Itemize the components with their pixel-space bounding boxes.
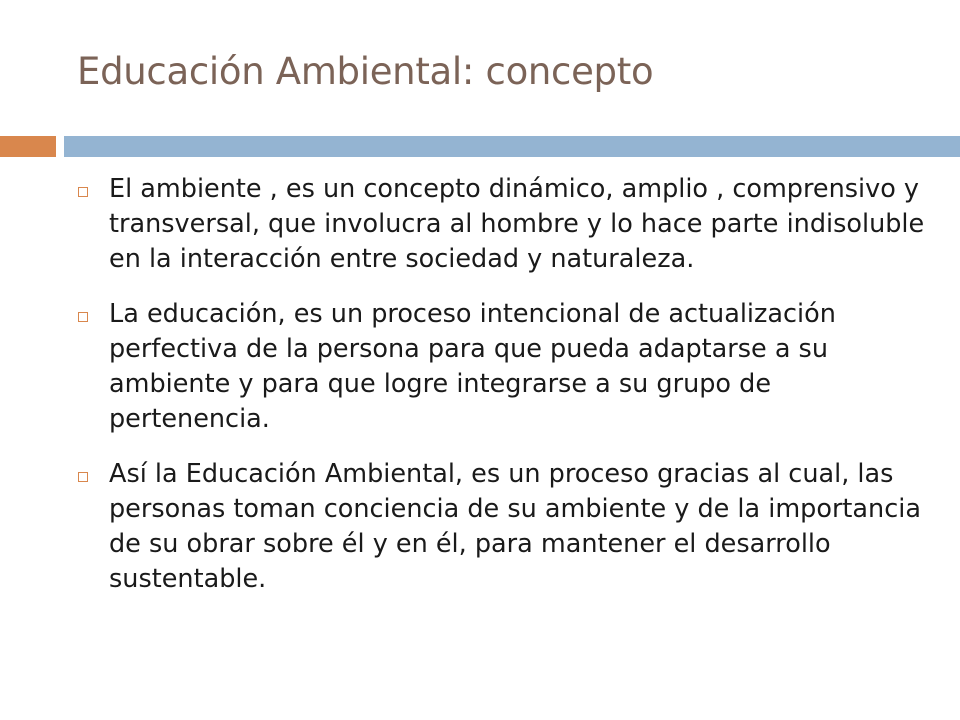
bullet-text: El ambiente , es un concepto dinámico, amplio , comprensivo y transversal, que involucra al hombre y lo hace parte indisoluble en la interacción entre sociedad y naturaleza. <box>109 174 925 274</box>
square-bullet-icon <box>78 472 88 482</box>
bullet-item <box>78 172 928 277</box>
bullet-list <box>78 172 928 617</box>
bullet-text: Así la Educación Ambiental, es un proceso gracias al cual, las personas toman conciencia de su ambiente y de la importancia de su obrar sobre él y en él, para mantener el desarrollo sustentable. <box>109 459 921 594</box>
slide-title: Educación Ambiental: concepto <box>77 50 654 93</box>
accent-bar-blue <box>64 136 960 157</box>
bullet-item <box>78 297 928 437</box>
square-bullet-icon <box>78 312 88 322</box>
square-bullet-icon <box>78 187 88 197</box>
accent-bar-orange <box>0 136 56 157</box>
bullet-text: La educación, es un proceso intencional de actualización perfectiva de la persona para que pueda adaptarse a su ambiente y para que logre integrarse a su grupo de pertenencia. <box>109 299 836 434</box>
bullet-item <box>78 457 928 597</box>
